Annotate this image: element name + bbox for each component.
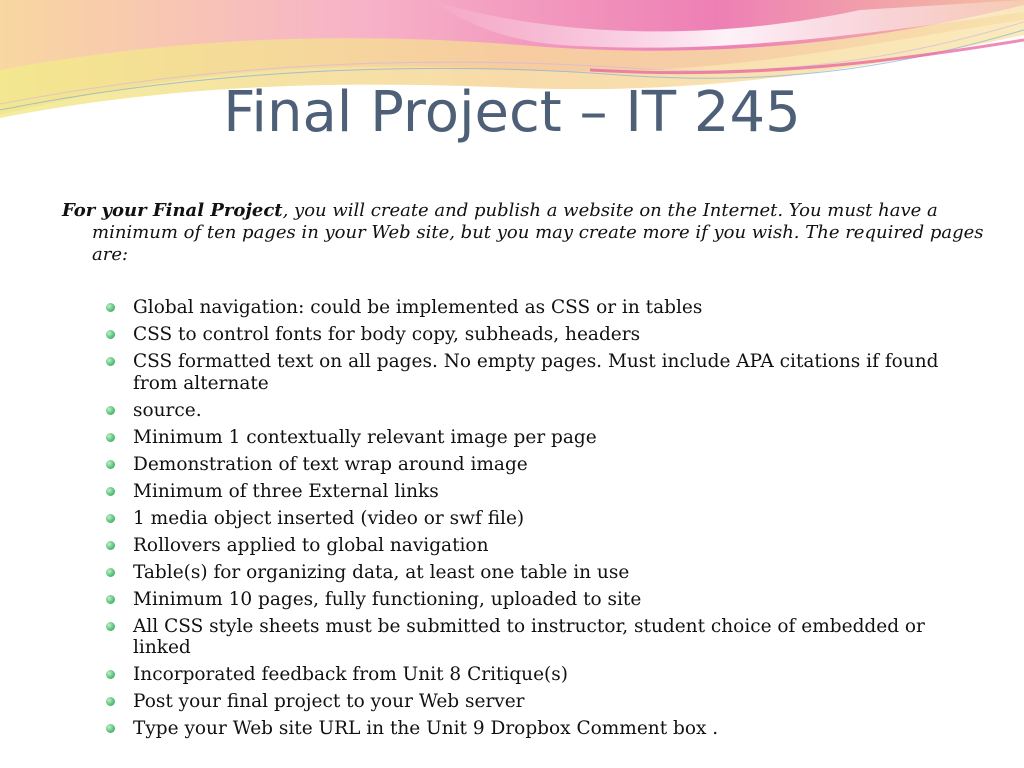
list-item-text: All CSS style sheets must be submitted to instructor, student choice of embedded or linked (133, 615, 925, 658)
list-item-text: CSS formatted text on all pages. No empty pages. Must include APA citations if found from alternate (133, 351, 939, 394)
list-item-text: Demonstration of text wrap around image (133, 453, 528, 475)
list-item (106, 454, 966, 476)
bullet-icon (106, 670, 115, 679)
list-item-text: Global navigation: could be implemented as CSS or in tables (133, 297, 703, 318)
intro-lead: For your Final Project (62, 200, 283, 221)
list-item-text: source. (133, 399, 202, 421)
list-item-text: Rollovers applied to global navigation (133, 534, 489, 556)
bullet-icon (106, 622, 115, 631)
list-item-text: Type your Web site URL in the Unit 9 Dropbox Comment box . (133, 718, 719, 739)
list-item (106, 691, 966, 713)
bullet-icon (106, 514, 115, 523)
list-item (106, 297, 966, 319)
intro-text: , you will create and publish a website on the Internet. You must have a minimum of ten pages in your Web site, but you may create more if you wish. The required pages are: (92, 200, 984, 265)
bullet-icon (106, 595, 115, 604)
list-item-text: Minimum of three External links (133, 480, 439, 502)
list-item-text: Table(s) for organizing data, at least one table in use (133, 561, 630, 583)
bullet-icon (106, 433, 115, 442)
page-title: Final Project – IT 245 (223, 80, 801, 145)
bullet-icon (106, 541, 115, 550)
list-item (106, 508, 966, 530)
bullet-icon (106, 406, 115, 415)
list-item (106, 400, 966, 422)
list-item (106, 535, 966, 557)
list-item-text: Minimum 1 contextually relevant image per page (133, 426, 597, 448)
bullet-icon (106, 697, 115, 706)
list-item-text: Incorporated feedback from Unit 8 Critique(s) (133, 664, 568, 685)
list-item (106, 589, 966, 611)
bullet-icon (106, 724, 115, 733)
intro-paragraph (62, 200, 992, 266)
list-item (106, 427, 966, 449)
list-item (106, 481, 966, 503)
bullet-icon (106, 487, 115, 496)
list-item-text: CSS to control fonts for body copy, subheads, headers (133, 324, 641, 345)
list-item-text: Minimum 10 pages, fully functioning, uploaded to site (133, 588, 642, 610)
list-item (106, 351, 966, 394)
bullet-icon (106, 357, 115, 366)
bullet-icon (106, 460, 115, 469)
requirements-list (106, 297, 966, 745)
list-item (106, 664, 966, 686)
list-item-text: 1 media object inserted (video or swf file) (133, 507, 525, 529)
list-item (106, 324, 966, 346)
list-item (106, 616, 966, 659)
list-item-text: Post your final project to your Web server (133, 691, 525, 712)
bullet-icon (106, 303, 115, 312)
list-item (106, 562, 966, 584)
list-item (106, 718, 966, 740)
bullet-icon (106, 568, 115, 577)
bullet-icon (106, 330, 115, 339)
